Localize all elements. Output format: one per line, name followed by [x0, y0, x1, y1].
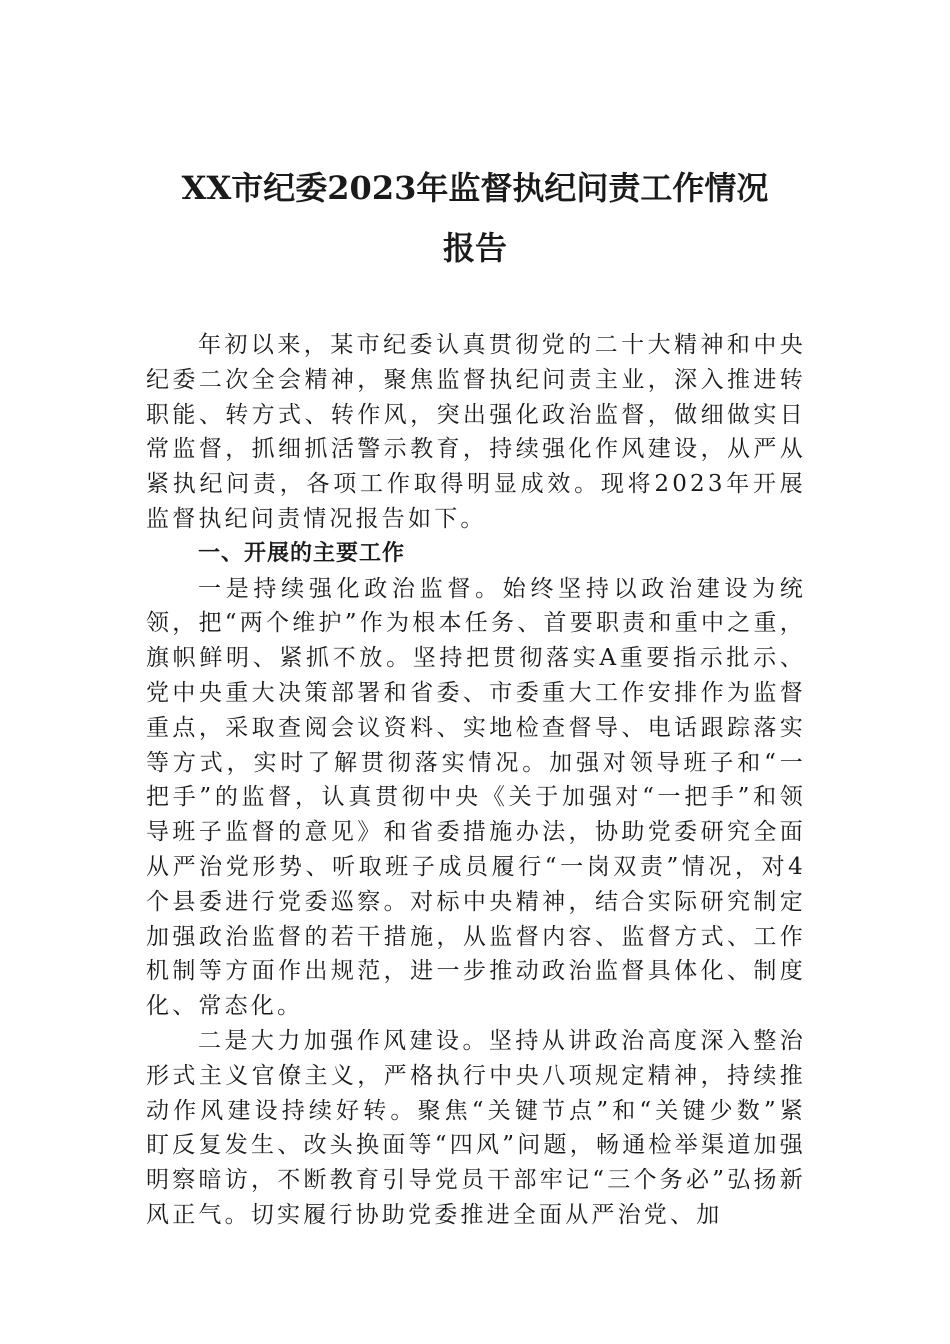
- title-line-2: 报告: [442, 229, 507, 267]
- paragraph-political-supervision: 一是持续强化政治监督。始终坚持以政治建设为统领，把“两个维护”作为根本任务、首要职责和重中之重，旗帜鲜明、紧抓不放。坚持把贯彻落实A重要指示批示、党中央重大决策部署和省委、市委重大工作安排作为监督重点，采取查阅会议资料、实地检查督导、电话跟踪落实等方式，实时了解贯彻落实情况。加强对领导班子和“一把手”的监督，认真贯彻中央《关于加强对“一把手”和领导班子监督的意见》和省委措施办法，协助党委研究全面从严治党形势、听取班子成员履行“一岗双责”情况，对4个县委进行党委巡察。对标中央精神，结合实际研究制定加强政治监督的若干措施，从监督内容、监督方式、工作机制等方面作出规范，进一步推动政治监督具体化、制度化、常态化。: [146, 575, 806, 1020]
- section-heading: 一、开展的主要工作: [198, 540, 406, 566]
- document-body: [146, 328, 806, 1233]
- title-line-1: XX市纪委2023年监督执纪问责工作情况: [181, 169, 769, 207]
- paragraph-work-style: 二是大力加强作风建设。坚持从讲政治高度深入整治形式主义官僚主义，严格执行中央八项规定精神，持续推动作风建设持续好转。聚焦“关键节点”和“关键少数”紧盯反复发生、改头换面等“四风”问题，畅通检举渠道加强明察暗访，不断教育引导党员干部牢记“三个务必”弘扬新风正气。切实履行协助党委推进全面从严治党、加: [146, 1027, 806, 1228]
- document-title: [120, 158, 830, 278]
- intro-paragraph: 年初以来，某市纪委认真贯彻党的二十大精神和中央纪委二次全会精神，聚焦监督执纪问责主业，深入推进转职能、转方式、转作风，突出强化政治监督，做细做实日常监督，抓细抓活警示教育，持续强化作风建设，从严从紧执纪问责，各项工作取得明显成效。现将2023年开展监督执纪问责情况报告如下。: [146, 332, 806, 532]
